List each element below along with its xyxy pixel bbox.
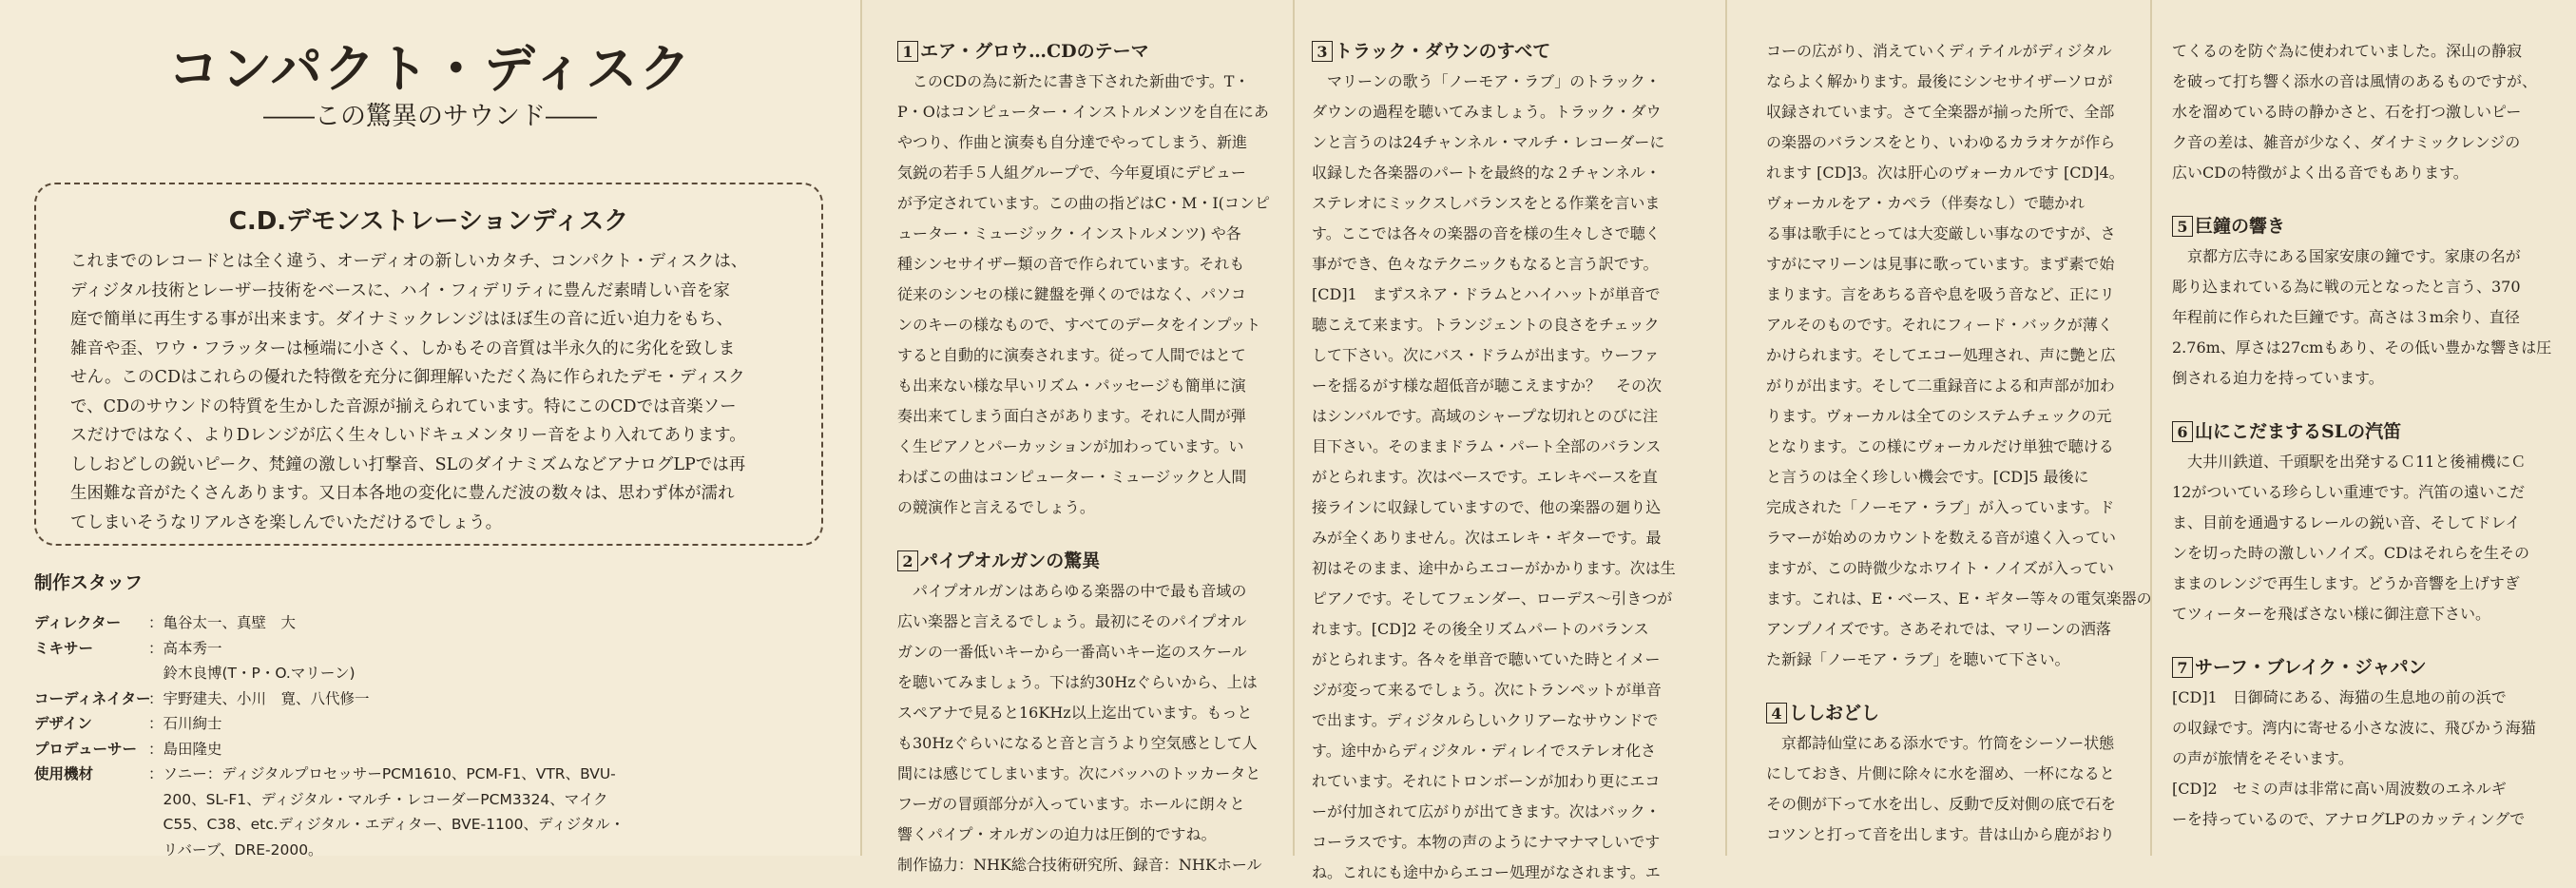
staff-names: C55、C38、etc.ディジタル・エディター、BVE-1100、ディジタル・	[148, 816, 625, 833]
text-line: アルそのものです。それにフィード・バックが薄く	[1766, 316, 2113, 334]
staff-names: リバーブ、DRE-2000。	[148, 840, 323, 859]
section-title: 巨鐘の響き	[2195, 216, 2286, 237]
text-line: 奏出来てしまう面白さがあります。それに人間が弾	[897, 407, 1246, 425]
text-line: の収録です。湾内に寄せる小さな波に、飛びかう海猫	[2172, 719, 2536, 737]
text-line: コーの広がり、消えていくディテイルがディジタル	[1766, 42, 2112, 60]
text-line: かけられます。そしてエコー処理され、声に艶と広	[1766, 346, 2116, 364]
staff-row	[34, 661, 833, 686]
demo-line: ししおどしの鋭いピーク、梵鐘の激しい打撃音、SLのダイナミズムなどアナログLPでは再	[70, 454, 746, 474]
demo-disc-title: C.D.デモンストレーションディスク	[228, 207, 629, 236]
text-line: 水を溜めている時の静かさと、石を打つ激しいピー	[2172, 103, 2522, 121]
text-line: 間には感じてしまいます。次にバッハのトッカータと	[897, 764, 1261, 782]
text-line: すがにマリーンは見事に歌っています。まず素で始	[1766, 255, 2115, 273]
text-line: ステレオにミックスしバランスをとる作業を言いま	[1312, 194, 1661, 212]
text-line: 事ができ、色々なテクニックもなると言う訳です。	[1312, 255, 1659, 273]
text-line: まります。言をあちる音や息を吸う音など、正にリ	[1766, 285, 2115, 303]
text-line: ーが付加されて広がりが出てきます。次はバック・	[1312, 802, 1661, 820]
demo-line: これまでのレコードとは全く違う、オーディオの新しいカタチ、コンパクト・ディスクは、	[70, 252, 748, 271]
text-line: わばこの曲はコンピューター・ミュージックと人間	[897, 468, 1247, 486]
text-line: ダウンの過程を聴いてみましょう。トラック・ダウ	[1312, 103, 1662, 121]
text-line: [CD]1 まずスネア・ドラムとハイハットが単音で	[1312, 285, 1661, 303]
fold-line	[1725, 0, 1727, 856]
text-line: 聴こえて来ます。トランジェントの良さをチェック	[1312, 316, 1660, 334]
staff-row	[34, 762, 833, 787]
text-line: の楽器のバランスをとり、いわゆるカラオケが作ら	[1766, 133, 2116, 151]
text-line: ピアノです。そしてフェンダー、ローデス～引きつが	[1312, 589, 1673, 608]
staff-list	[34, 610, 833, 862]
staff-role	[34, 787, 148, 813]
fold-line	[1293, 0, 1295, 856]
text-line: ガンの一番低いキーから一番高いキー迄のスケール	[897, 643, 1247, 661]
staff-row	[34, 737, 833, 763]
staff-role: ミキサー	[34, 639, 94, 657]
demo-line: で、CDのサウンドの特質を生かした音源が揃えられています。特にこのCDでは音楽ソー	[70, 396, 737, 416]
text-line: 京都方広寺にある国家安康の鐘です。家康の名が	[2172, 247, 2521, 265]
text-line: [CD]1 日御碕にある、海猫の生息地の前の浜で	[2172, 688, 2507, 706]
text-line: ンのキーの様なもので、すべてのデータをインプット	[897, 316, 1261, 334]
staff-names: ：石川絢士	[148, 715, 222, 732]
text-line: 彫り込まれている為に戦の元となったと言う、370	[2172, 278, 2521, 296]
text-line: ジが変って来るでしょう。次にトランペットが単音	[1312, 681, 1662, 699]
text-line: てツィーターを飛ばさない様に御注意下さい。	[2172, 605, 2491, 623]
staff-row	[34, 838, 833, 863]
text-line: ンと言うのは24チャンネル・マルチ・レコーダーに	[1312, 133, 1665, 151]
text-line: す。ここでは各々の楽器の音を様の生々しさで聴く	[1312, 224, 1661, 242]
text-line: 接ラインに収録していますので、他の楽器の廻り込	[1312, 498, 1662, 516]
text-line: コーラスです。本物の声のようにナマナマしいです	[1312, 833, 1661, 851]
staff-role: コーディネイター	[34, 689, 151, 707]
text-line: して下さい。次にバス・ドラムが出ます。ウーファ	[1312, 346, 1660, 364]
staff-role: 使用機材	[34, 765, 94, 782]
text-line: てくるのを防ぐ為に使われていました。深山の静寂	[2172, 42, 2523, 60]
text-column-1	[897, 36, 1270, 880]
booklet-subtitle: ――この驚異のサウンド――	[263, 102, 597, 131]
text-line: 大井川鉄道、千頭駅を出発するＣ11と後補機にＣ	[2172, 453, 2527, 471]
demo-line: せん。このCDはこれらの優れた特徴を充分に御理解いただく為に作られたデモ・ディスク	[70, 368, 745, 387]
section-heading	[1312, 36, 1676, 67]
text-line: ります。ヴォーカルは全てのシステムチェックの元	[1766, 407, 2112, 425]
text-line: 収録した各楽器のパートを最終的な２チャンネル・	[1312, 164, 1662, 182]
section-title: サーフ・ブレイク・ジャパン	[2195, 657, 2427, 678]
booklet-title: コンパクト・ディスク	[167, 38, 693, 99]
section-gap	[2172, 629, 2551, 652]
text-line: フーガの冒頭部分が入っています。ホールに朗々と	[897, 795, 1245, 813]
section-title: トラック・ダウンのすべて	[1335, 41, 1551, 62]
staff-heading: 制作スタッフ	[34, 572, 144, 593]
demo-line: てしまいそうなリアルさを楽しんでいただけるでしょう。	[70, 512, 503, 532]
text-line: 制作協力：NHK総合技術研究所、録音：NHKホール	[897, 856, 1262, 874]
staff-names: ：高本秀一	[148, 639, 222, 657]
section-heading	[2172, 652, 2551, 683]
text-line: ますが、この時微少なホワイト・ノイズが入ってい	[1766, 559, 2114, 577]
text-line: となります。この様にヴォーカルだけ単独で聴ける	[1766, 437, 2114, 455]
text-column-3	[1766, 36, 2152, 850]
text-line: ま、目前を通過するレールの鋭い音、そしてドレイ	[2172, 513, 2521, 531]
section-title: ししおどし	[1789, 703, 1880, 724]
text-line: ューター・ミュージック・インストルメンツ) や各	[897, 224, 1241, 242]
text-line: がとられます。各々を単音で聴いていた時とイメー	[1312, 650, 1661, 668]
section-title: パイプオルガンの驚異	[920, 550, 1101, 571]
text-line: ヴォーカルをア・カペラ（伴奏なし）で聴かれ	[1766, 194, 2086, 212]
staff-row	[34, 636, 833, 662]
text-line: れています。それにトロンボーンが加わり更にエコ	[1312, 772, 1661, 790]
text-line: やつり、作曲と演奏も自分達でやってしまう、新進	[897, 133, 1248, 151]
text-line: アンプノイズです。さあそれでは、マリーンの洒落	[1766, 620, 2111, 638]
staff-role	[34, 838, 148, 863]
staff-row	[34, 812, 833, 838]
text-line: と言うのは全く珍しい機会です。[CD]5 最後に	[1766, 468, 2089, 486]
text-line: 響くパイプ・オルガンの迫力は圧倒的ですね。	[897, 825, 1217, 843]
staff-names: ：亀谷太一、真壁 大	[148, 614, 297, 631]
demo-disc-box	[34, 183, 823, 546]
demo-line: 生困難な音がたくさんあります。又日本各地の変化に豊んだ波の数々は、思わず体が濡れ	[70, 484, 735, 503]
staff-role: デザイン	[34, 715, 92, 732]
staff-names: ：ソニー：ディジタルプロセッサーPCM1610、PCM-F1、VTR、BVU-	[148, 765, 616, 782]
text-line: で出ます。ディジタルらしいクリアーなサウンドで	[1312, 711, 1659, 729]
staff-row	[34, 610, 833, 636]
text-line: 2.76m、厚さは27cmもあり、その低い豊かな響きは圧	[2172, 338, 2552, 357]
text-line: ンを切った時の激しいノイズ。CDはそれらを生その	[2172, 544, 2529, 562]
staff-role	[34, 812, 148, 838]
section-heading	[897, 546, 1270, 576]
text-line: P・Oはコンピューター・インストルメンツを自在にあ	[897, 103, 1269, 121]
section-gap	[897, 523, 1270, 546]
section-heading	[1766, 698, 2152, 728]
text-line: 収録されています。さて全楽器が揃った所で、全部	[1766, 103, 2115, 121]
text-line: の声が旅情をそそいます。	[2172, 749, 2354, 767]
section-heading	[897, 36, 1270, 67]
demo-line: 雑音や歪、ワウ・フラッターは極端に小さく、しかもその音質は半永久的に劣化を致しま	[70, 338, 736, 358]
demo-line: ディジタル技術とレーザー技術をベースに、ハイ・フィデリティに豊んだ素晴しい音を家	[70, 280, 730, 300]
staff-row	[34, 711, 833, 737]
track-number-box: 7	[2172, 657, 2193, 678]
text-line: 倒される迫力を持っています。	[2172, 369, 2384, 387]
text-line: を破って打ち響く添水の音は風情のあるものですが、	[2172, 72, 2538, 90]
section-gap	[2172, 188, 2551, 211]
text-line: を聴いてみましょう。下は約30Hzぐらいから、上は	[897, 673, 1258, 691]
text-line: 広い楽器と言えるでしょう。最初にそのパイプオル	[897, 612, 1247, 630]
text-line: 12がついている珍らしい重連です。汽笛の遠いこだ	[2172, 483, 2526, 501]
track-number-box: 5	[2172, 216, 2193, 237]
text-line: れます。[CD]2 その後全リズムパートのバランス	[1312, 620, 1649, 638]
panel-cover	[0, 0, 860, 859]
text-line: る事は歌手にとっては大変厳しい事なのですが、さ	[1766, 224, 2116, 242]
demo-disc-text	[70, 247, 793, 537]
text-line: 気鋭の若手５人組グループで、今年夏頃にデビュー	[897, 164, 1246, 182]
text-line: ならよく解かります。最後にシンセサイザーソロが	[1766, 72, 2113, 90]
text-column-2	[1312, 36, 1676, 888]
text-line: このCDの為に新たに書き下された新曲です。T・	[897, 72, 1250, 90]
fold-line	[860, 0, 862, 856]
text-line: スペアナで見ると16KHz以上迄出ています。もっと	[897, 704, 1253, 722]
track-number-box: 6	[2172, 421, 2193, 442]
text-line: も出来ない様な早いリズム・パッセージも簡単に演	[897, 376, 1246, 395]
text-line: 種シンセサイザー類の音で作られています。それも	[897, 255, 1245, 273]
text-line: みが全くありません。次はエレキ・ギターです。最	[1312, 529, 1662, 547]
text-line: す。途中からディジタル・ディレイでステレオ化さ	[1312, 742, 1657, 760]
text-line: の競演作と言えるでしょう。	[897, 498, 1095, 516]
text-line: コツンと打って音を出します。昔は山から鹿がおり	[1766, 825, 2115, 843]
text-line: ク音の差は、雑音が少なく、ダイナミックレンジの	[2172, 133, 2521, 151]
text-line: く生ピアノとパーカッションが加わっています。い	[897, 437, 1244, 455]
section-gap	[2172, 394, 2551, 416]
text-line: ます。これは、E・ベース、E・ギター等々の電気楽器の	[1766, 589, 2152, 608]
demo-line: 庭で簡単に再生する事が出来ます。ダイナミックレンジはほぼ生の音に近い迫力をもち、	[70, 310, 734, 329]
staff-role: プロデューサー	[34, 740, 138, 758]
text-line: すると自動的に演奏されます。従って人間ではとて	[897, 346, 1246, 364]
section-gap	[1766, 675, 2152, 698]
demo-line: スだけではなく、よりDレンジが広く生々しいドキュメンタリー音をより入れてあります。	[70, 426, 746, 445]
staff-names: ：島田隆史	[148, 740, 222, 758]
staff-row	[34, 686, 833, 712]
section-heading	[2172, 211, 2551, 241]
staff-row	[34, 787, 833, 813]
text-line: も30Hzぐらいになると音と言うより空気感として人	[897, 734, 1258, 752]
text-line: [CD]2 セミの声は非常に高い周波数のエネルギ	[2172, 780, 2507, 798]
text-line: 従来のシンセの様に鍵盤を弾くのではなく、パソコ	[897, 285, 1246, 303]
track-number-box: 2	[897, 550, 918, 571]
text-line: マリーンの歌う「ノーモア・ラブ」のトラック・	[1312, 72, 1661, 90]
staff-role: ディレクター	[34, 614, 122, 631]
section-title: エア・グロウ…CDのテーマ	[920, 41, 1149, 62]
text-line: 広いCDの特徴がよく出る音でもあります。	[2172, 164, 2469, 182]
text-line: にしておき、片側に除々に水を溜め、一杯になると	[1766, 764, 2115, 782]
text-line: ね。これにも途中からエコー処理がなされます。エ	[1312, 863, 1661, 881]
text-line: その側が下って水を出し、反動で反対側の底で石を	[1766, 795, 2117, 813]
staff-role	[34, 661, 148, 686]
staff-names: 鈴木良博(T・P・O.マリーン)	[148, 665, 356, 682]
section-title: 山にこだまするSLの汽笛	[2195, 421, 2402, 442]
track-number-box: 3	[1312, 41, 1333, 62]
text-line: 完成された「ノーモア・ラブ」が入っています。ド	[1766, 498, 2115, 516]
text-line: た新録「ノーモア・ラブ」を聴いて下さい。	[1766, 650, 2070, 668]
text-line: 目下さい。そのままドラム・パート全部のバランス	[1312, 437, 1662, 455]
text-line: 初はそのまま、途中からエコーがかかります。次は生	[1312, 559, 1676, 577]
text-line: 年程前に作られた巨鐘です。高さは３m余り、直径	[2172, 308, 2520, 326]
text-line: がとられます。次はベースです。エレキベースを直	[1312, 468, 1658, 486]
section-heading	[2172, 416, 2551, 447]
text-line: はシンバルです。高域のシャープな切れとのびに注	[1312, 407, 1659, 425]
text-line: 京都詩仙堂にある添水です。竹筒をシーソー状態	[1766, 734, 2115, 752]
track-number-box: 1	[897, 41, 918, 62]
text-line: がりが出ます。そして二重録音による和声部が加わ	[1766, 376, 2115, 395]
staff-names: 200、SL-F1、ディジタル・マルチ・レコーダーPCM3324、マイク	[148, 790, 608, 808]
text-line: が予定されています。この曲の指どはC・M・I(コンピ	[897, 194, 1270, 212]
text-line: パイプオルガンはあらゆる楽器の中で最も音域の	[897, 582, 1247, 600]
staff-names: ：宇野建夫、小川 寛、八代修一	[148, 689, 370, 707]
text-line: れます [CD]3。次は肝心のヴォーカルです [CD]4。	[1766, 164, 2124, 182]
text-line: ままのレンジで再生します。どうか音響を上げすぎ	[2172, 574, 2520, 592]
text-line: ラマーが始めのカウントを数える音が遠く入ってい	[1766, 529, 2117, 547]
track-number-box: 4	[1766, 703, 1787, 724]
text-column-4	[2172, 36, 2551, 835]
text-line: ーを揺るがす様な超低音が聴こえますか？ その次	[1312, 376, 1663, 395]
text-line: ーを持っているので、アナログLPのカッティングで	[2172, 810, 2526, 828]
